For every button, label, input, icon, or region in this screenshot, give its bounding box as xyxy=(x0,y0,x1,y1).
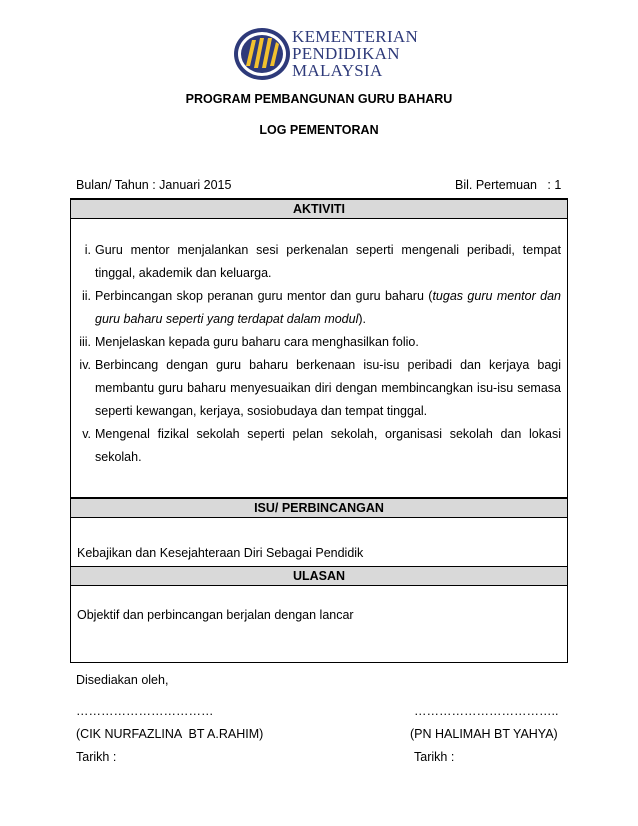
aktiviti-cell xyxy=(71,219,568,499)
date-left: Tarikh : xyxy=(76,750,117,764)
log-table xyxy=(70,198,568,663)
list-item: i. Guru mentor menjalankan sesi perkenalan seperti mengenali peribadi, tempat tinggal, akademik dan keluarga. xyxy=(84,243,561,280)
ulasan-text: Objektif dan perbincangan berjalan dengan lancar xyxy=(77,608,354,622)
list-item: v. Mengenal fizikal sekolah seperti pelan sekolah, organisasi sekolah dan lokasi sekolah. xyxy=(82,427,561,464)
log-title: LOG PEMENTORAN xyxy=(259,123,379,137)
ulasan-heading: ULASAN xyxy=(71,567,568,586)
prepared-by: Disediakan oleh, xyxy=(76,673,169,687)
isu-cell xyxy=(71,518,568,567)
mentor-name: (CIK NURFAZLINA BT A.RAHIM) xyxy=(76,727,264,741)
aktiviti-heading: AKTIVITI xyxy=(71,199,568,219)
logo-wordmark xyxy=(292,28,418,79)
month-year: Bulan/ Tahun : Januari 2015 xyxy=(76,178,232,192)
ulasan-cell xyxy=(71,586,568,663)
signature-line-left: …………………………… xyxy=(76,704,214,718)
isu-heading: ISU/ PERBINCANGAN xyxy=(71,498,568,518)
list-item: iv. Berbincang dengan guru baharu berkenaan isu-isu peribadi dan kerjaya bagi membantu guru baharu menyesuaikan diri dengan membincangkan isu-isu semasa seperti kewangan, kerjaya, sosiobudaya dan tempat tinggal. xyxy=(79,358,561,418)
signature-line-right: …………………………….. xyxy=(414,704,559,718)
list-item: ii. Perbincangan skop peranan guru mentor dan guru baharu (tugas guru mentor dan guru baharu seperti yang terdapat dalam modul). xyxy=(81,289,561,326)
program-title: PROGRAM PEMBANGUNAN GURU BAHARU xyxy=(185,92,453,106)
date-right: Tarikh : xyxy=(414,750,455,764)
isu-text: Kebajikan dan Kesejahteraan Diri Sebagai Pendidik xyxy=(77,546,364,560)
meeting-number: Bil. Pertemuan : 1 xyxy=(455,178,562,192)
logo-line-2: PENDIDIKAN xyxy=(292,44,400,63)
logo-line-1: KEMENTERIAN xyxy=(292,27,419,46)
list-item: iii. Menjelaskan kepada guru baharu cara menghasilkan folio. xyxy=(79,335,419,349)
aktiviti-list xyxy=(71,219,567,469)
logo-line-3: MALAYSIA xyxy=(292,61,383,80)
supervisor-name: (PN HALIMAH BT YAHYA) xyxy=(410,727,558,741)
